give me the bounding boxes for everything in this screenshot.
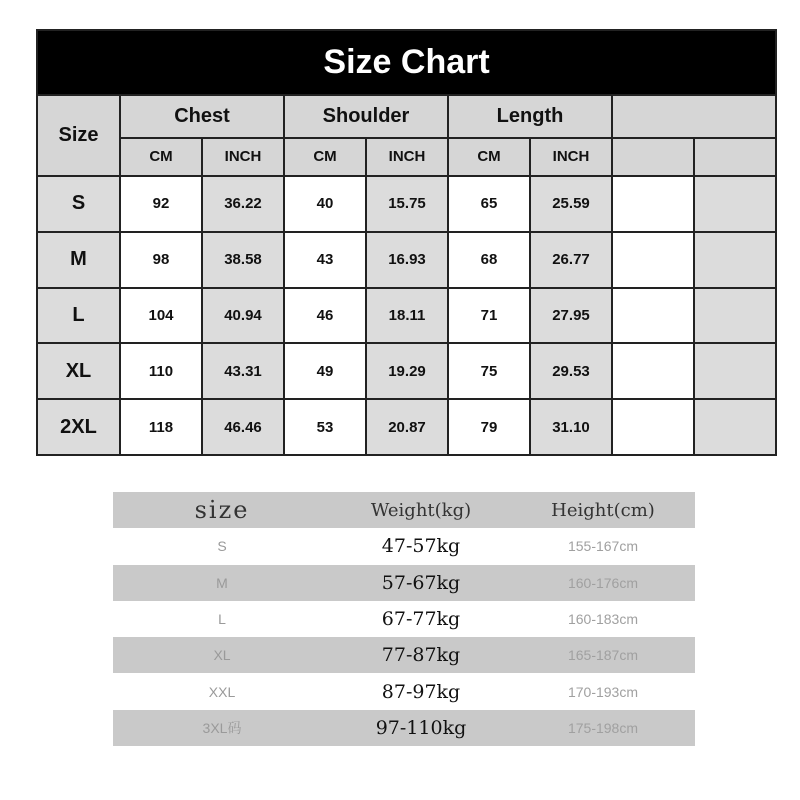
- fit-weight-cell: 67-77kg: [381, 608, 461, 631]
- size-chart-title: Size Chart: [37, 30, 776, 95]
- fit-row: [113, 673, 695, 709]
- shoulder-cm-cell: 46: [284, 288, 366, 344]
- fit-height-header: Height(cm): [551, 499, 655, 521]
- chest-inch-cell: 46.46: [202, 399, 284, 455]
- size-label: M: [37, 232, 120, 288]
- fit-row: [113, 637, 695, 673]
- unit-header: CM: [448, 138, 530, 177]
- fit-weight-header: Weight(kg): [370, 499, 472, 521]
- length-cm-cell: 65: [448, 176, 530, 232]
- fit-size-header: size: [194, 496, 250, 525]
- length-header: Length: [448, 95, 612, 138]
- fit-size-cell: S: [217, 538, 227, 555]
- length-inch-cell: 31.10: [530, 399, 612, 455]
- size-row: [37, 399, 776, 455]
- fit-size-cell: 3XL码: [202, 719, 242, 736]
- blank-header-cell: [612, 95, 776, 138]
- chest-cm-cell: 118: [120, 399, 202, 455]
- length-cm-cell: 79: [448, 399, 530, 455]
- chest-cm-cell: 98: [120, 232, 202, 288]
- fit-height-cell: 175-198cm: [567, 719, 639, 736]
- shoulder-inch-cell: 18.11: [366, 288, 448, 344]
- blank-cell: [612, 288, 694, 344]
- size-column-header: Size: [37, 95, 120, 176]
- fit-chart-table: [113, 492, 695, 746]
- size-label: XL: [37, 343, 120, 399]
- chest-inch-cell: 36.22: [202, 176, 284, 232]
- fit-row: [113, 710, 695, 746]
- fit-size-cell: L: [218, 611, 226, 628]
- size-label: 2XL: [37, 399, 120, 455]
- fit-weight-cell: 77-87kg: [381, 644, 461, 667]
- chest-cm-cell: 104: [120, 288, 202, 344]
- size-row: [37, 288, 776, 344]
- chest-cm-cell: 92: [120, 176, 202, 232]
- blank-cell: [694, 399, 776, 455]
- length-inch-cell: 27.95: [530, 288, 612, 344]
- shoulder-header: Shoulder: [284, 95, 448, 138]
- size-row: [37, 343, 776, 399]
- length-cm-cell: 75: [448, 343, 530, 399]
- size-chart-table: [36, 29, 777, 456]
- fit-row: [113, 528, 695, 564]
- fit-weight-cell: 97-110kg: [375, 716, 467, 739]
- unit-header: CM: [284, 138, 366, 177]
- size-row: [37, 232, 776, 288]
- length-cm-cell: 68: [448, 232, 530, 288]
- size-row: [37, 176, 776, 232]
- shoulder-inch-cell: 20.87: [366, 399, 448, 455]
- fit-weight-cell: 57-67kg: [381, 571, 461, 594]
- fit-height-cell: 155-167cm: [567, 538, 639, 555]
- blank-cell: [612, 232, 694, 288]
- fit-height-cell: 160-183cm: [567, 611, 639, 628]
- unit-header: INCH: [530, 138, 612, 177]
- blank-cell: [612, 176, 694, 232]
- unit-header: CM: [120, 138, 202, 177]
- fit-header-row: [113, 492, 695, 528]
- fit-row: [113, 601, 695, 637]
- fit-weight-cell: 87-97kg: [381, 680, 461, 703]
- fit-size-cell: XXL: [208, 683, 236, 700]
- size-label: S: [37, 176, 120, 232]
- blank-cell: [694, 288, 776, 344]
- shoulder-inch-cell: 15.75: [366, 176, 448, 232]
- fit-row: [113, 565, 695, 601]
- shoulder-cm-cell: 40: [284, 176, 366, 232]
- chest-inch-cell: 43.31: [202, 343, 284, 399]
- blank-cell: [612, 343, 694, 399]
- unit-header: INCH: [202, 138, 284, 177]
- fit-weight-cell: 47-57kg: [381, 535, 461, 558]
- shoulder-inch-cell: 16.93: [366, 232, 448, 288]
- blank-cell: [694, 232, 776, 288]
- blank-cell: [694, 343, 776, 399]
- shoulder-cm-cell: 53: [284, 399, 366, 455]
- shoulder-cm-cell: 43: [284, 232, 366, 288]
- length-inch-cell: 25.59: [530, 176, 612, 232]
- shoulder-inch-cell: 19.29: [366, 343, 448, 399]
- shoulder-cm-cell: 49: [284, 343, 366, 399]
- chest-inch-cell: 40.94: [202, 288, 284, 344]
- length-inch-cell: 26.77: [530, 232, 612, 288]
- fit-height-cell: 170-193cm: [567, 683, 639, 700]
- blank-header-cell: [694, 138, 776, 177]
- length-inch-cell: 29.53: [530, 343, 612, 399]
- blank-cell: [694, 176, 776, 232]
- unit-header: INCH: [366, 138, 448, 177]
- fit-size-cell: M: [216, 574, 228, 591]
- fit-size-cell: XL: [213, 647, 231, 664]
- chest-cm-cell: 110: [120, 343, 202, 399]
- length-cm-cell: 71: [448, 288, 530, 344]
- fit-height-cell: 160-176cm: [567, 574, 639, 591]
- chest-header: Chest: [120, 95, 284, 138]
- size-label: L: [37, 288, 120, 344]
- chest-inch-cell: 38.58: [202, 232, 284, 288]
- blank-header-cell: [612, 138, 694, 177]
- fit-height-cell: 165-187cm: [567, 647, 639, 664]
- blank-cell: [612, 399, 694, 455]
